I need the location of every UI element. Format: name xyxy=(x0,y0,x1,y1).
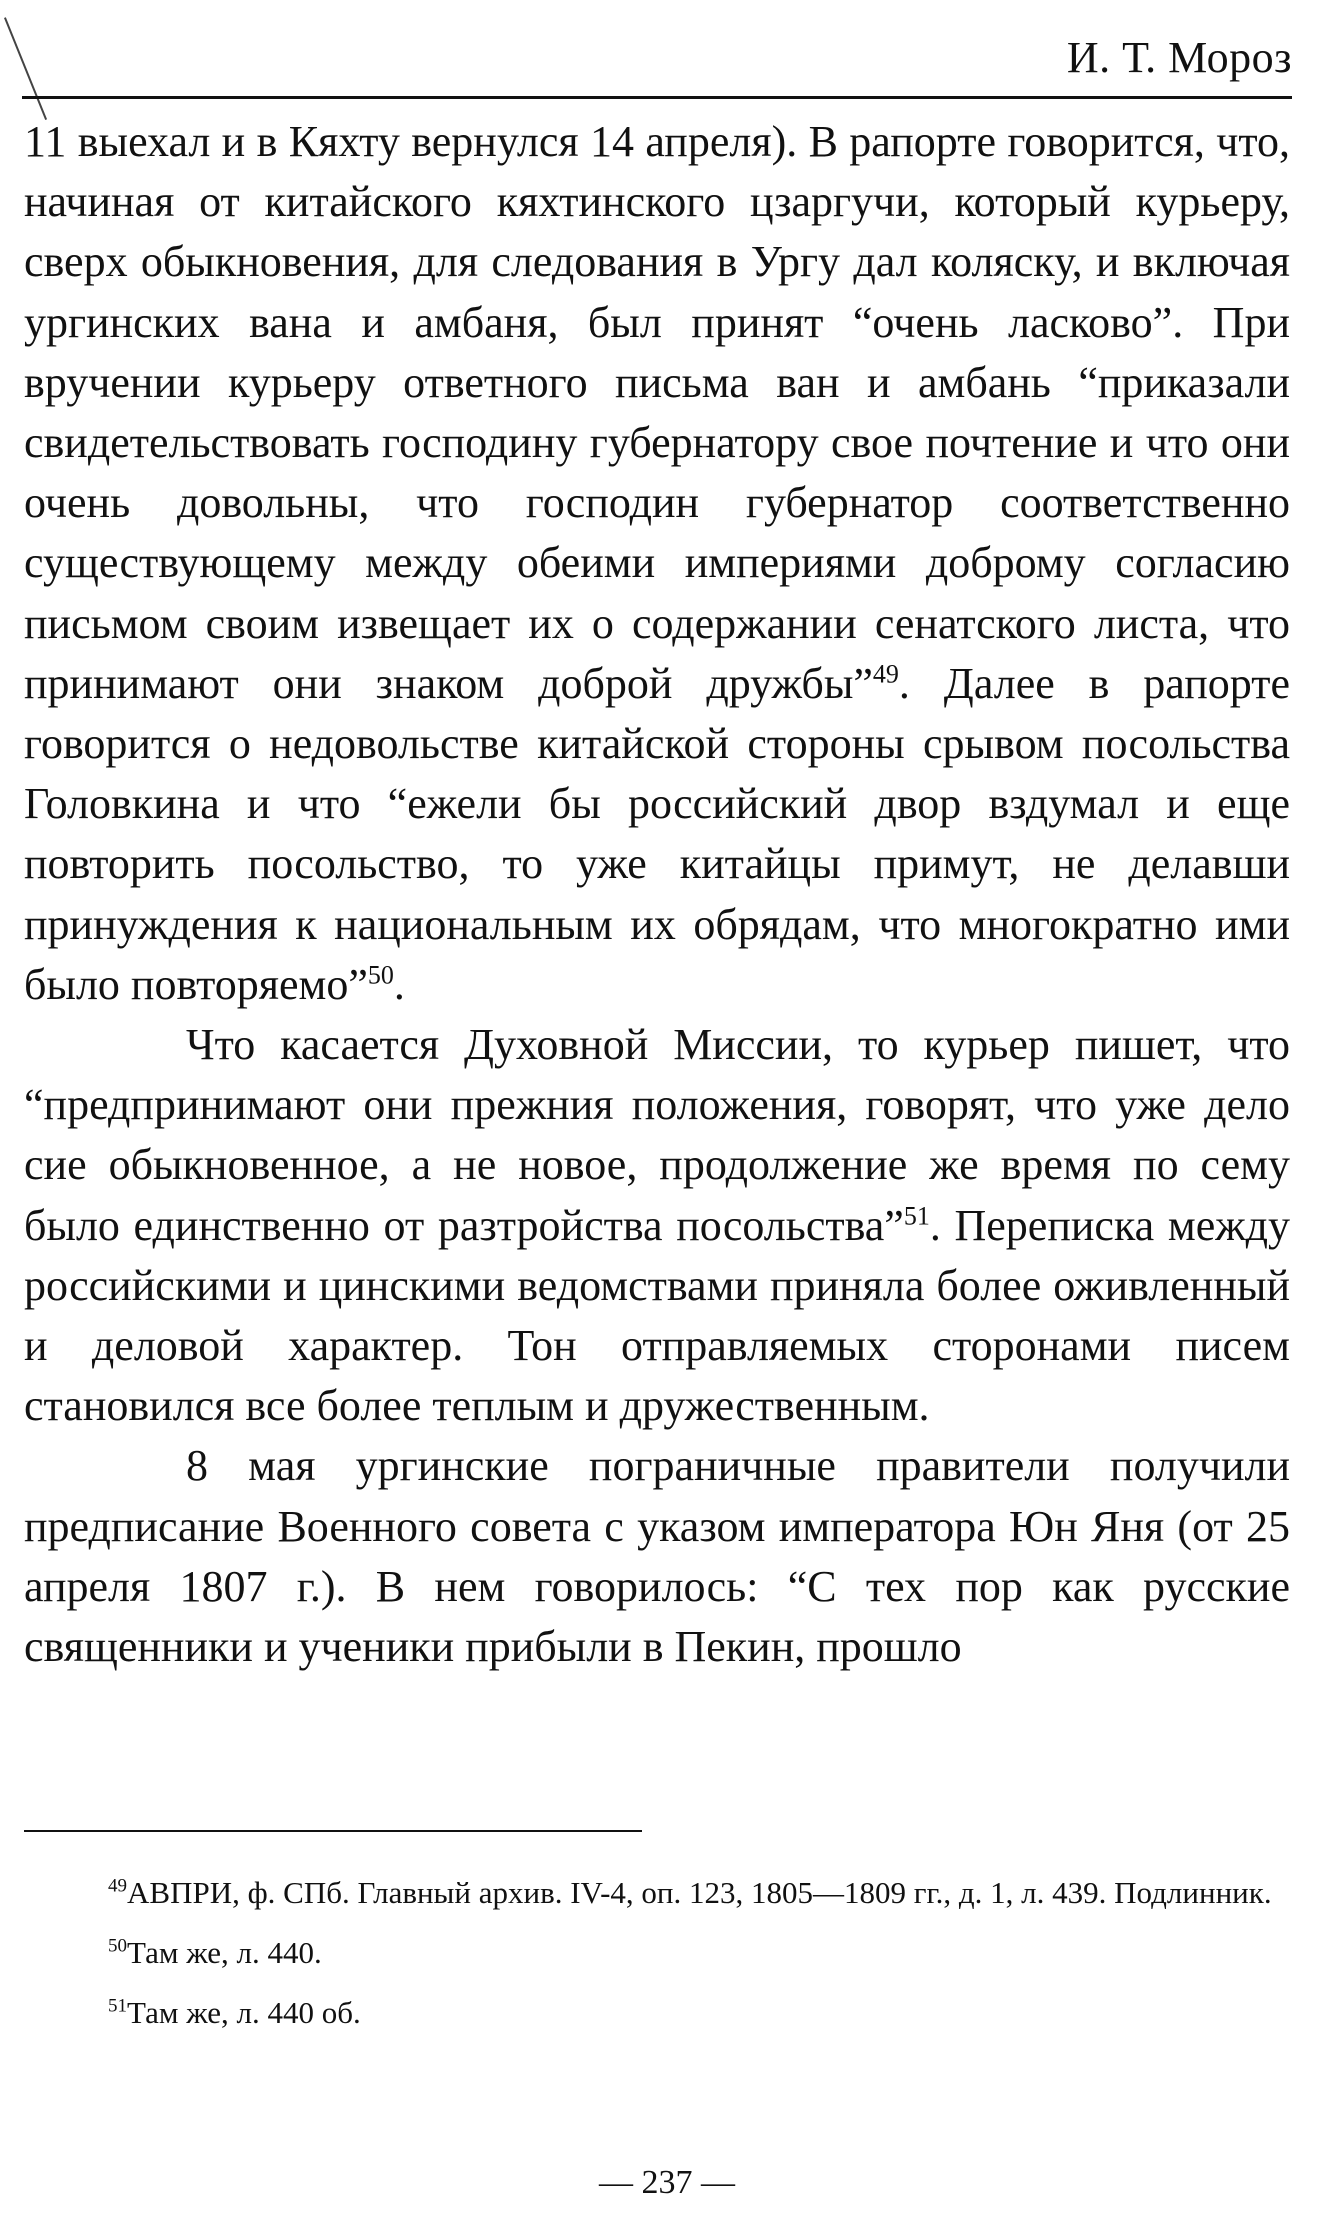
footnote-number: 49 xyxy=(108,1875,127,1897)
page-number: — 237 — xyxy=(599,2164,735,2201)
paragraph-2 xyxy=(24,1015,1290,1436)
paragraph-2-text-b: . Переписка между российскими и цинскими ведомствами приняла более оживленный и деловой характер. Тон отправляемых сторонами писем становился все более теплым и дружественным. xyxy=(24,1200,1291,1431)
paragraph-3-text: 8 мая ургинские пограничные правители получили предписание Военного совета с указом императора Юн Яня (от 25 апреля 1807 г.). В нем говорилось: “С тех пор как русские священники и ученики прибыли в Пекин, прошло xyxy=(24,1441,1290,1672)
footnote-rule xyxy=(24,1830,642,1832)
footnote-51 xyxy=(24,1988,1290,2038)
footnote-number: 51 xyxy=(108,1995,127,2017)
footnote-ref-50: 50 xyxy=(367,960,394,990)
footnote-49 xyxy=(24,1868,1290,1918)
footnote-ref-51: 51 xyxy=(903,1201,930,1230)
footnote-text: АВПРИ, ф. СПб. Главный архив. IV-4, оп. 123, 1805—1809 гг., д. 1, л. 439. Подлинник. xyxy=(127,1875,1272,1910)
footnote-ref-49: 49 xyxy=(872,659,899,689)
paragraph-3 xyxy=(24,1436,1290,1677)
paragraph-1 xyxy=(24,112,1290,1015)
main-text xyxy=(24,112,1290,1677)
paragraph-1-text-b: . Далее в рапорте говорится о недовольстве китайской стороны срывом посольства Головкина и что “ежели бы российский двор вздумал и еще повторить посольство, то уже китайцы примут, не делавши принуждения к национальным их обрядам, что многократно ими было повторяемо” xyxy=(24,658,1290,1009)
footnote-50 xyxy=(24,1928,1290,1978)
footnote-number: 50 xyxy=(108,1935,127,1957)
paragraph-1-text-a: 11 выехал и в Кяхту вернулся 14 апреля). В рапорте говорится, что, начиная от китайского кяхтинского цзаргучи, который курьеру, сверх обыкновения, для следования в Ургу дал коляску, и включая ургинских вана и амбаня, был принят “очень ласково”. При вручении курьеру ответного письма ван и амбань “приказали свидетельствовать господину губернатору свое почтение и что они очень довольны, что господин губернатор соответственно существующему между обеими империями доброму согласию письмом своим извещает их о содержании сенатского листа, что принимают они знаком доброй дружбы” xyxy=(24,117,1290,708)
paragraph-2-text-a: Что касается Духовной Миссии, то курьер пишет, что “предпринимают они прежния положения, говорят, что уже дело сие обыкновенное, а не новое, продолжение же время по сему было единственно от разтройства посольства” xyxy=(24,1020,1290,1250)
paragraph-1-text-c: . xyxy=(393,959,405,1009)
header-rule xyxy=(22,96,1292,99)
footnote-text: Там же, л. 440 об. xyxy=(127,1995,361,2030)
footnotes xyxy=(24,1868,1290,2048)
running-head: И. Т. Мороз xyxy=(1066,33,1292,82)
footnote-text: Там же, л. 440. xyxy=(127,1935,322,1970)
margin-scan-mark xyxy=(4,17,47,120)
